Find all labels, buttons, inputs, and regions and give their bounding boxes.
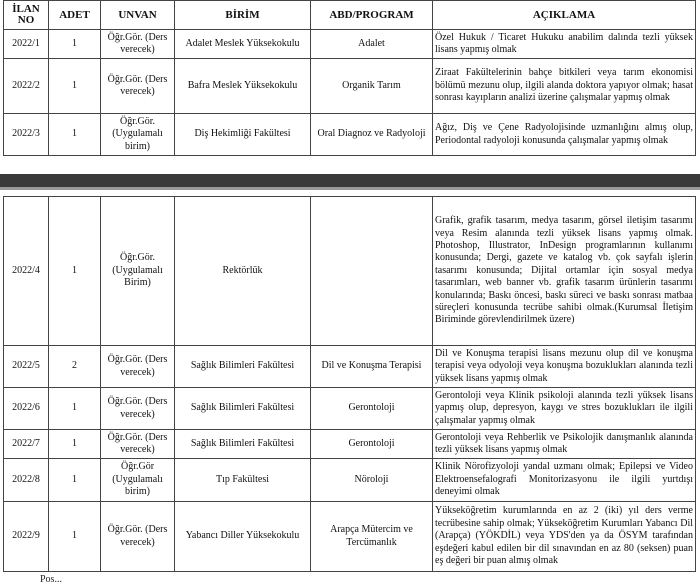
page-separator-shadow [0, 187, 700, 190]
birim-cell: Sağlık Bilimleri Fakültesi [175, 346, 311, 388]
table-row [4, 197, 696, 346]
ilan-no-cell: 2022/4 [4, 197, 49, 346]
abd-program-cell: Adalet [311, 30, 433, 59]
table-row [4, 459, 696, 502]
unvan-cell: Öğr.Gör. (Uygulamalı birim) [101, 114, 175, 156]
ilan-no-cell: 2022/3 [4, 114, 49, 156]
table-row [4, 59, 696, 114]
header-adet: ADET [49, 1, 101, 30]
table-row [4, 502, 696, 572]
abd-program-cell: Organik Tarım [311, 59, 433, 114]
header-unvan: UNVAN [101, 1, 175, 30]
header-birim: BİRİM [175, 1, 311, 30]
ilan-no-cell: 2022/6 [4, 388, 49, 430]
unvan-cell: Öğr.Gör. (Ders verecek) [101, 502, 175, 572]
aciklama-cell: Dil ve Konuşma terapisi lisans mezunu olup dil ve konuşma terapisi veya odyoloji veya konuşma bozuklukları alanında tezli yüksek lisans yapmış olmak [433, 346, 696, 388]
header-aciklama: AÇIKLAMA [433, 1, 696, 30]
aciklama-cell: Özel Hukuk / Ticaret Hukuku anabilim dalında tezli yüksek lisans yapmış olmak [433, 30, 696, 59]
unvan-cell: Öğr.Gör. (Ders verecek) [101, 430, 175, 459]
adet-cell: 1 [49, 114, 101, 156]
birim-cell: Yabancı Diller Yüksekokulu [175, 502, 311, 572]
table-row [4, 30, 696, 59]
ilan-no-cell: 2022/5 [4, 346, 49, 388]
birim-cell: Sağlık Bilimleri Fakültesi [175, 388, 311, 430]
ilan-no-cell: 2022/9 [4, 502, 49, 572]
adet-cell: 1 [49, 197, 101, 346]
aciklama-cell: Ziraat Fakültelerinin bahçe bitkileri veya tarım ekonomisi bölümü mezunu olup, ilgili alanda doktora yapıyor olmak; hasat sonrası kayıpların analizi üzerine çalışmalar yapmış olmak [433, 59, 696, 114]
birim-cell: Rektörlük [175, 197, 311, 346]
table-row [4, 346, 696, 388]
birim-cell: Sağlık Bilimleri Fakültesi [175, 430, 311, 459]
unvan-cell: Öğr.Gör. (Ders verecek) [101, 346, 175, 388]
birim-cell: Diş Hekimliği Fakültesi [175, 114, 311, 156]
aciklama-cell: Gerontoloji veya Rehberlik ve Psikolojik danışmanlık alanında tezli yüksek lisans yapmış olmak [433, 430, 696, 459]
abd-program-cell: Oral Diagnoz ve Radyoloji [311, 114, 433, 156]
unvan-cell: Öğr.Gör. (Uygulamalı Birim) [101, 197, 175, 346]
adet-cell: 2 [49, 346, 101, 388]
ilan-no-cell: 2022/2 [4, 59, 49, 114]
adet-cell: 1 [49, 388, 101, 430]
aciklama-cell: Grafik, grafik tasarım, medya tasarım, görsel iletişim tasarımı veya Resim alanında tezli yüksek lisans yapmış olmak. Photoshop, Illustrator, InDesign programlarının kullanımı konusunda; Dergi, gazete ve katalog vb. çok sayfalı işlerin tasarımı konusunda; Dijital ortamlar için sosyal medya tasarımları, web banner vb. grafik tasarım ürünlerin tasarımı konularında; Baskı öncesi, baskı süreci ve baskı sonrası matbaa süreçleri konusunda tecrübe sahibi olmak.(Kurumsal İletişim Biriminde görevlendirilmek üzere) [433, 197, 696, 346]
adet-cell: 1 [49, 502, 101, 572]
abd-program-cell: Arapça Mütercim ve Tercümanlık [311, 502, 433, 572]
table-header-row [4, 1, 696, 30]
birim-cell: Tıp Fakültesi [175, 459, 311, 502]
table-row [4, 388, 696, 430]
aciklama-cell: Klinik Nörofizyoloji yandal uzmanı olmak; Epilepsi ve Video Elektroensefalografi Monitorizasyonu ile ilgili yurtdışı deneyimi olmak [433, 459, 696, 502]
ilan-no-cell: 2022/8 [4, 459, 49, 502]
aciklama-cell: Ağız, Diş ve Çene Radyolojisinde uzmanlığını almış olup, Periodontal radyoloji konusunda çalışmalar yapmış olmak [433, 114, 696, 156]
page-separator [0, 174, 700, 187]
job-table-bottom [3, 196, 696, 572]
unvan-cell: Öğr.Gör. (Ders verecek) [101, 59, 175, 114]
birim-cell: Adalet Meslek Yüksekokulu [175, 30, 311, 59]
adet-cell: 1 [49, 430, 101, 459]
abd-program-cell: Gerontoloji [311, 430, 433, 459]
ilan-no-cell: 2022/7 [4, 430, 49, 459]
adet-cell: 1 [49, 459, 101, 502]
abd-program-cell [311, 197, 433, 346]
header-abd-program: ABD/PROGRAM [311, 1, 433, 30]
aciklama-cell: Gerontoloji veya Klinik psikoloji alanında tezli yüksek lisans yapmış olup, depresyon, kaygı ve stres bozuklukları ile ilgili çalışmalar yapmış olmak [433, 388, 696, 430]
table-row [4, 114, 696, 156]
birim-cell: Bafra Meslek Yüksekokulu [175, 59, 311, 114]
ilan-no-cell: 2022/1 [4, 30, 49, 59]
abd-program-cell: Dil ve Konuşma Terapisi [311, 346, 433, 388]
adet-cell: 1 [49, 30, 101, 59]
header-ilan-no: İLAN NO [4, 1, 49, 30]
job-table-top [3, 0, 696, 156]
adet-cell: 1 [49, 59, 101, 114]
abd-program-cell: Nöroloji [311, 459, 433, 502]
table-row [4, 430, 696, 459]
footnote: Pos... [40, 574, 62, 585]
unvan-cell: Öğr.Gör (Uygulamalı birim) [101, 459, 175, 502]
abd-program-cell: Gerontoloji [311, 388, 433, 430]
aciklama-cell: Yükseköğretim kurumlarında en az 2 (iki) yıl ders verme tecrübesine sahip olmak; Yükseköğretim Kurumları Yabancı Dil (Arapça) (YÖKDİL) veya YDS'den ya da ÖSYM tarafından eşdeğeri kabul edilen bir dil sınavından en az 80 (seksen) puan eş değeri bir puan almış olmak [433, 502, 696, 572]
unvan-cell: Öğr.Gör. (Ders verecek) [101, 30, 175, 59]
unvan-cell: Öğr.Gör. (Ders verecek) [101, 388, 175, 430]
